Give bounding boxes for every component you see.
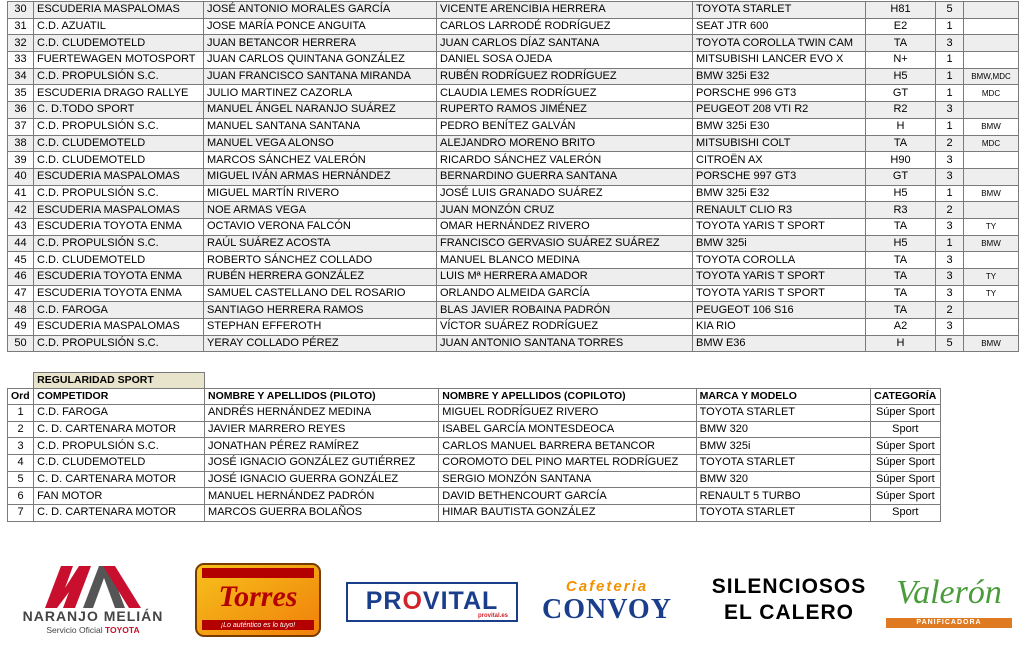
reg-cell-piloto: JONATHAN PÉREZ RAMÍREZ — [205, 438, 439, 455]
cell-clase: 3 — [936, 35, 964, 52]
reg-cell-copiloto: MIGUEL RODRÍGUEZ RIVERO — [439, 405, 696, 422]
table-row — [8, 85, 1019, 102]
cell-copiloto: VÍCTOR SUÁREZ RODRÍGUEZ — [437, 319, 693, 336]
torres-slogan: ¡Lo auténtico es lo tuyo! — [220, 622, 296, 629]
cell-copas: BMW — [964, 118, 1019, 135]
reg-cell-categoria: Súper Sport — [870, 471, 940, 488]
cell-marca-modelo: TOYOTA COROLLA TWIN CAM — [693, 35, 866, 52]
cell-piloto: MIGUEL IVÁN ARMAS HERNÁNDEZ — [204, 168, 437, 185]
cell-copiloto: OMAR HERNÁNDEZ RIVERO — [437, 218, 693, 235]
reg-cell-marca-modelo: BMW 320 — [696, 471, 870, 488]
cell-copas: BMW — [964, 185, 1019, 202]
cell-competidor: ESCUDERIA MASPALOMAS — [34, 168, 204, 185]
table-row — [8, 135, 1019, 152]
provital-logo — [346, 582, 518, 622]
table-row — [8, 18, 1019, 35]
cell-marca-modelo: PEUGEOT 208 VTI R2 — [693, 102, 866, 119]
cell-copas — [964, 52, 1019, 69]
naranjo-melian-logo — [8, 562, 178, 640]
cell-categoria: H — [866, 335, 936, 352]
cell-piloto: STEPHAN EFFEROTH — [204, 319, 437, 336]
reg-cell-marca-modelo: TOYOTA STARLET — [696, 405, 870, 422]
reg-cell-piloto: MANUEL HERNÁNDEZ PADRÓN — [205, 488, 439, 505]
cell-entry-number: 34 — [8, 68, 34, 85]
reg-cell-piloto: MARCOS GUERRA BOLAÑOS — [205, 505, 439, 522]
silenciosos-line2: EL CALERO — [724, 601, 854, 624]
cell-competidor: ESCUDERIA TOYOTA ENMA — [34, 269, 204, 286]
cell-clase: 1 — [936, 68, 964, 85]
header-ord: Ord — [8, 389, 34, 405]
cell-categoria: R2 — [866, 102, 936, 119]
reg-cell-competidor: C. D. CARTENARA MOTOR — [34, 421, 205, 438]
cell-categoria: H5 — [866, 185, 936, 202]
cell-clase: 3 — [936, 168, 964, 185]
table-row — [8, 52, 1019, 69]
cell-categoria: H81 — [866, 2, 936, 19]
valeron-logo — [886, 574, 1012, 634]
cell-competidor: C.D. CLUDEMOTELD — [34, 135, 204, 152]
cell-copiloto: JUAN ANTONIO SANTANA TORRES — [437, 335, 693, 352]
cell-marca-modelo: SEAT JTR 600 — [693, 18, 866, 35]
cell-marca-modelo: PORSCHE 997 GT3 — [693, 168, 866, 185]
cell-marca-modelo: BMW 325i E32 — [693, 68, 866, 85]
provital-name: PROVITAL — [365, 587, 499, 615]
cell-piloto: JOSE MARÍA PONCE ANGUITA — [204, 18, 437, 35]
cell-competidor: C.D. CLUDEMOTELD — [34, 35, 204, 52]
cell-marca-modelo: TOYOTA STARLET — [693, 2, 866, 19]
cell-copas: BMW,MDC — [964, 68, 1019, 85]
cell-copas: BMW — [964, 235, 1019, 252]
regularidad-header-row — [8, 389, 941, 405]
cell-categoria: TA — [866, 269, 936, 286]
table-row — [8, 235, 1019, 252]
cell-piloto: MANUEL SANTANA SANTANA — [204, 118, 437, 135]
cell-entry-number: 30 — [8, 2, 34, 19]
reg-cell-marca-modelo: BMW 325i — [696, 438, 870, 455]
header-categoria: CATEGORÍA — [870, 389, 940, 405]
cell-entry-number: 32 — [8, 35, 34, 52]
cell-marca-modelo: TOYOTA YARIS T SPORT — [693, 285, 866, 302]
reg-cell-competidor: C.D. CLUDEMOTELD — [34, 455, 205, 472]
cell-copiloto: FRANCISCO GERVASIO SUÁREZ SUÁREZ — [437, 235, 693, 252]
cell-piloto: SANTIAGO HERRERA RAMOS — [204, 302, 437, 319]
cell-clase: 3 — [936, 152, 964, 169]
cell-copas: BMW — [964, 335, 1019, 352]
reg-cell-ord: 1 — [8, 405, 34, 422]
cell-entry-number: 43 — [8, 218, 34, 235]
cell-competidor: ESCUDERIA TOYOTA ENMA — [34, 218, 204, 235]
cell-copas — [964, 319, 1019, 336]
cell-clase: 2 — [936, 135, 964, 152]
cell-entry-number: 44 — [8, 235, 34, 252]
cell-categoria: TA — [866, 252, 936, 269]
torres-logo — [194, 562, 322, 638]
cell-categoria: N+ — [866, 52, 936, 69]
cell-piloto: JOSÉ ANTONIO MORALES GARCÍA — [204, 2, 437, 19]
cell-categoria: GT — [866, 168, 936, 185]
cell-copiloto: JUAN MONZÓN CRUZ — [437, 202, 693, 219]
cell-marca-modelo: BMW 325i E32 — [693, 185, 866, 202]
cell-competidor: C.D. CLUDEMOTELD — [34, 152, 204, 169]
silenciosos-el-calero-logo — [700, 574, 878, 630]
cell-entry-number: 38 — [8, 135, 34, 152]
table-row — [8, 471, 941, 488]
reg-cell-competidor: C. D. CARTENARA MOTOR — [34, 505, 205, 522]
cell-clase: 2 — [936, 302, 964, 319]
cell-clase: 3 — [936, 269, 964, 286]
cell-piloto: MARCOS SÁNCHEZ VALERÓN — [204, 152, 437, 169]
table-row — [8, 35, 1019, 52]
cell-competidor: C.D. PROPULSIÓN S.C. — [34, 118, 204, 135]
cell-piloto: MIGUEL MARTÍN RIVERO — [204, 185, 437, 202]
cell-copiloto: BLAS JAVIER ROBAINA PADRÓN — [437, 302, 693, 319]
reg-cell-competidor: C.D. FAROGA — [34, 405, 205, 422]
regularidad-sport-table — [7, 372, 941, 522]
table-row — [8, 152, 1019, 169]
cell-competidor: C.D. PROPULSIÓN S.C. — [34, 235, 204, 252]
cell-piloto: ROBERTO SÁNCHEZ COLLADO — [204, 252, 437, 269]
cell-categoria: H — [866, 118, 936, 135]
cell-categoria: TA — [866, 302, 936, 319]
cell-categoria: TA — [866, 135, 936, 152]
header-marca: MARCA Y MODELO — [696, 389, 870, 405]
cell-clase: 1 — [936, 85, 964, 102]
cell-categoria: GT — [866, 85, 936, 102]
cell-competidor: ESCUDERIA DRAGO RALLYE — [34, 85, 204, 102]
cell-clase: 1 — [936, 235, 964, 252]
cell-piloto: JULIO MARTINEZ CAZORLA — [204, 85, 437, 102]
cell-entry-number: 42 — [8, 202, 34, 219]
cell-clase: 2 — [936, 202, 964, 219]
reg-cell-ord: 6 — [8, 488, 34, 505]
cell-copas: TY — [964, 269, 1019, 286]
cell-copas — [964, 168, 1019, 185]
cell-clase: 3 — [936, 102, 964, 119]
table-row — [8, 488, 941, 505]
table-row — [8, 269, 1019, 286]
table-row — [8, 2, 1019, 19]
cell-copiloto: RUBÉN RODRÍGUEZ RODRÍGUEZ — [437, 68, 693, 85]
reg-cell-ord: 4 — [8, 455, 34, 472]
cafeteria-convoy-logo — [540, 578, 674, 628]
table-row — [8, 319, 1019, 336]
cell-clase: 1 — [936, 52, 964, 69]
cell-piloto: JUAN FRANCISCO SANTANA MIRANDA — [204, 68, 437, 85]
cell-clase: 5 — [936, 335, 964, 352]
table-row — [8, 168, 1019, 185]
reg-cell-piloto: JOSÉ IGNACIO GONZÁLEZ GUTIÉRREZ — [205, 455, 439, 472]
naranjo-melian-mark-icon — [43, 564, 143, 610]
reg-cell-categoria: Súper Sport — [870, 455, 940, 472]
cell-clase: 3 — [936, 252, 964, 269]
cell-copiloto: LUIS Mª HERRERA AMADOR — [437, 269, 693, 286]
sponsor-logos — [0, 560, 1024, 646]
cell-entry-number: 40 — [8, 168, 34, 185]
table-row — [8, 252, 1019, 269]
cell-copas — [964, 252, 1019, 269]
cell-copiloto: ORLANDO ALMEIDA GARCÍA — [437, 285, 693, 302]
reg-cell-ord: 5 — [8, 471, 34, 488]
cell-categoria: H5 — [866, 68, 936, 85]
reg-cell-categoria: Sport — [870, 421, 940, 438]
reg-cell-categoria: Súper Sport — [870, 405, 940, 422]
cell-marca-modelo: TOYOTA COROLLA — [693, 252, 866, 269]
cell-copiloto: RICARDO SÁNCHEZ VALERÓN — [437, 152, 693, 169]
cell-piloto: OCTAVIO VERONA FALCÓN — [204, 218, 437, 235]
cell-copas: TY — [964, 285, 1019, 302]
reg-cell-copiloto: HIMAR BAUTISTA GONZÁLEZ — [439, 505, 696, 522]
convoy-top: Cafeteria — [565, 578, 649, 595]
table-row — [8, 285, 1019, 302]
cell-competidor: C.D. PROPULSIÓN S.C. — [34, 68, 204, 85]
cell-copas: TY — [964, 218, 1019, 235]
cell-copas: MDC — [964, 135, 1019, 152]
convoy-main: CONVOY — [542, 594, 672, 625]
cell-copas — [964, 2, 1019, 19]
cell-copiloto: ALEJANDRO MORENO BRITO — [437, 135, 693, 152]
cell-marca-modelo: MITSUBISHI COLT — [693, 135, 866, 152]
table-row — [8, 118, 1019, 135]
cell-categoria: TA — [866, 218, 936, 235]
cell-copas — [964, 18, 1019, 35]
cell-entry-number: 45 — [8, 252, 34, 269]
cell-marca-modelo: KIA RIO — [693, 319, 866, 336]
table-row — [8, 302, 1019, 319]
table-row — [8, 438, 941, 455]
table-row — [8, 218, 1019, 235]
cell-entry-number: 33 — [8, 52, 34, 69]
cell-categoria: TA — [866, 35, 936, 52]
cell-categoria: E2 — [866, 18, 936, 35]
cell-piloto: RUBÉN HERRERA GONZÁLEZ — [204, 269, 437, 286]
cell-marca-modelo: TOYOTA YARIS T SPORT — [693, 269, 866, 286]
header-copiloto: NOMBRE Y APELLIDOS (COPILOTO) — [439, 389, 696, 405]
cell-entry-number: 35 — [8, 85, 34, 102]
cell-marca-modelo: TOYOTA YARIS T SPORT — [693, 218, 866, 235]
cell-piloto: MANUEL ÁNGEL NARANJO SUÁREZ — [204, 102, 437, 119]
cell-copas — [964, 302, 1019, 319]
cell-clase: 3 — [936, 218, 964, 235]
reg-cell-competidor: FAN MOTOR — [34, 488, 205, 505]
reg-cell-categoria: Súper Sport — [870, 438, 940, 455]
reg-cell-marca-modelo: TOYOTA STARLET — [696, 505, 870, 522]
cell-entry-number: 37 — [8, 118, 34, 135]
cell-clase: 1 — [936, 118, 964, 135]
reg-cell-copiloto: COROMOTO DEL PINO MARTEL RODRÍGUEZ — [439, 455, 696, 472]
cell-categoria: H90 — [866, 152, 936, 169]
reg-cell-ord: 7 — [8, 505, 34, 522]
cell-competidor: C. D.TODO SPORT — [34, 102, 204, 119]
cell-entry-number: 50 — [8, 335, 34, 352]
cell-piloto: MANUEL VEGA ALONSO — [204, 135, 437, 152]
cell-copas — [964, 152, 1019, 169]
reg-cell-copiloto: SERGIO MONZÓN SANTANA — [439, 471, 696, 488]
cell-copiloto: RUPERTO RAMOS JIMÉNEZ — [437, 102, 693, 119]
cell-clase: 3 — [936, 285, 964, 302]
cell-marca-modelo: MITSUBISHI LANCER EVO X — [693, 52, 866, 69]
cell-piloto: JUAN CARLOS QUINTANA GONZÁLEZ — [204, 52, 437, 69]
reg-cell-copiloto: DAVID BETHENCOURT GARCÍA — [439, 488, 696, 505]
cell-clase: 1 — [936, 185, 964, 202]
cell-copiloto: MANUEL BLANCO MEDINA — [437, 252, 693, 269]
valeron-sub: PANIFICADORA — [886, 618, 1012, 628]
cell-marca-modelo: BMW E36 — [693, 335, 866, 352]
cell-marca-modelo: PORSCHE 996 GT3 — [693, 85, 866, 102]
cell-competidor: ESCUDERIA MASPALOMAS — [34, 319, 204, 336]
cell-piloto: SAMUEL CASTELLANO DEL ROSARIO — [204, 285, 437, 302]
cell-categoria: TA — [866, 285, 936, 302]
reg-cell-piloto: JAVIER MARRERO REYES — [205, 421, 439, 438]
reg-cell-marca-modelo: RENAULT 5 TURBO — [696, 488, 870, 505]
cell-piloto: JUAN BETANCOR HERRERA — [204, 35, 437, 52]
reg-cell-marca-modelo: BMW 320 — [696, 421, 870, 438]
cell-clase: 3 — [936, 319, 964, 336]
table-row — [8, 405, 941, 422]
reg-cell-competidor: C.D. PROPULSIÓN S.C. — [34, 438, 205, 455]
cell-entry-number: 39 — [8, 152, 34, 169]
cell-marca-modelo: RENAULT CLIO R3 — [693, 202, 866, 219]
reg-cell-copiloto: ISABEL GARCÍA MONTESDEOCA — [439, 421, 696, 438]
cell-marca-modelo: BMW 325i — [693, 235, 866, 252]
reg-cell-competidor: C. D. CARTENARA MOTOR — [34, 471, 205, 488]
cell-piloto: NOE ARMAS VEGA — [204, 202, 437, 219]
cell-copiloto: CARLOS LARRODÉ RODRÍGUEZ — [437, 18, 693, 35]
cell-competidor: FUERTEWAGEN MOTOSPORT — [34, 52, 204, 69]
cell-entry-number: 41 — [8, 185, 34, 202]
cell-marca-modelo: BMW 325i E30 — [693, 118, 866, 135]
cell-copiloto: PEDRO BENÍTEZ GALVÁN — [437, 118, 693, 135]
cell-copas — [964, 102, 1019, 119]
table-row — [8, 505, 941, 522]
cell-competidor: C.D. PROPULSIÓN S.C. — [34, 185, 204, 202]
cell-competidor: C.D. AZUATIL — [34, 18, 204, 35]
cell-piloto: YERAY COLLADO PÉREZ — [204, 335, 437, 352]
cell-marca-modelo: CITROËN AX — [693, 152, 866, 169]
cell-entry-number: 46 — [8, 269, 34, 286]
cell-competidor: ESCUDERIA MASPALOMAS — [34, 202, 204, 219]
cell-entry-number: 31 — [8, 18, 34, 35]
header-piloto: NOMBRE Y APELLIDOS (PILOTO) — [205, 389, 439, 405]
provital-url: provital.es — [477, 613, 508, 619]
table-row — [8, 455, 941, 472]
cell-categoria: A2 — [866, 319, 936, 336]
cell-clase: 5 — [936, 2, 964, 19]
table-row — [8, 68, 1019, 85]
naranjo-melian-sub: Servicio Oficial TOYOTA — [46, 625, 140, 635]
cell-competidor: ESCUDERIA MASPALOMAS — [34, 2, 204, 19]
cell-copiloto: VICENTE ARENCIBIA HERRERA — [437, 2, 693, 19]
cell-entry-number: 49 — [8, 319, 34, 336]
cell-copas: MDC — [964, 85, 1019, 102]
cell-clase: 1 — [936, 18, 964, 35]
cell-competidor: C.D. PROPULSIÓN S.C. — [34, 335, 204, 352]
cell-copiloto: JUAN CARLOS DÍAZ SANTANA — [437, 35, 693, 52]
cell-competidor: C.D. CLUDEMOTELD — [34, 252, 204, 269]
silenciosos-line1: SILENCIOSOS — [711, 575, 867, 598]
cell-categoria: H5 — [866, 235, 936, 252]
cell-copas — [964, 35, 1019, 52]
cell-categoria: R3 — [866, 202, 936, 219]
entry-list-table — [7, 1, 1019, 352]
reg-cell-ord: 3 — [8, 438, 34, 455]
table-row — [8, 185, 1019, 202]
cell-copiloto: JOSÉ LUIS GRANADO SUÁREZ — [437, 185, 693, 202]
cell-copas — [964, 202, 1019, 219]
cell-entry-number: 47 — [8, 285, 34, 302]
cell-entry-number: 36 — [8, 102, 34, 119]
reg-cell-copiloto: CARLOS MANUEL BARRERA BETANCOR — [439, 438, 696, 455]
torres-name: Torres — [218, 580, 298, 613]
table-row — [8, 202, 1019, 219]
regularidad-title: REGULARIDAD SPORT — [34, 373, 205, 389]
cell-competidor: ESCUDERIA TOYOTA ENMA — [34, 285, 204, 302]
reg-cell-categoria: Sport — [870, 505, 940, 522]
reg-cell-piloto: ANDRÉS HERNÁNDEZ MEDINA — [205, 405, 439, 422]
reg-cell-marca-modelo: TOYOTA STARLET — [696, 455, 870, 472]
reg-cell-piloto: JOSÉ IGNACIO GUERRA GONZÁLEZ — [205, 471, 439, 488]
cell-copiloto: BERNARDINO GUERRA SANTANA — [437, 168, 693, 185]
naranjo-melian-name: NARANJO MELIÁN — [22, 608, 164, 624]
reg-cell-ord: 2 — [8, 421, 34, 438]
cell-piloto: RAÚL SUÁREZ ACOSTA — [204, 235, 437, 252]
table-row — [8, 335, 1019, 352]
table-row — [8, 421, 941, 438]
cell-marca-modelo: PEUGEOT 106 S16 — [693, 302, 866, 319]
valeron-name: Valerón — [896, 574, 1002, 611]
cell-copiloto: CLAUDIA LEMES RODRÍGUEZ — [437, 85, 693, 102]
header-competidor: COMPETIDOR — [34, 389, 205, 405]
cell-copiloto: DANIEL SOSA OJEDA — [437, 52, 693, 69]
cell-competidor: C.D. FAROGA — [34, 302, 204, 319]
reg-cell-categoria: Súper Sport — [870, 488, 940, 505]
cell-entry-number: 48 — [8, 302, 34, 319]
table-row — [8, 102, 1019, 119]
